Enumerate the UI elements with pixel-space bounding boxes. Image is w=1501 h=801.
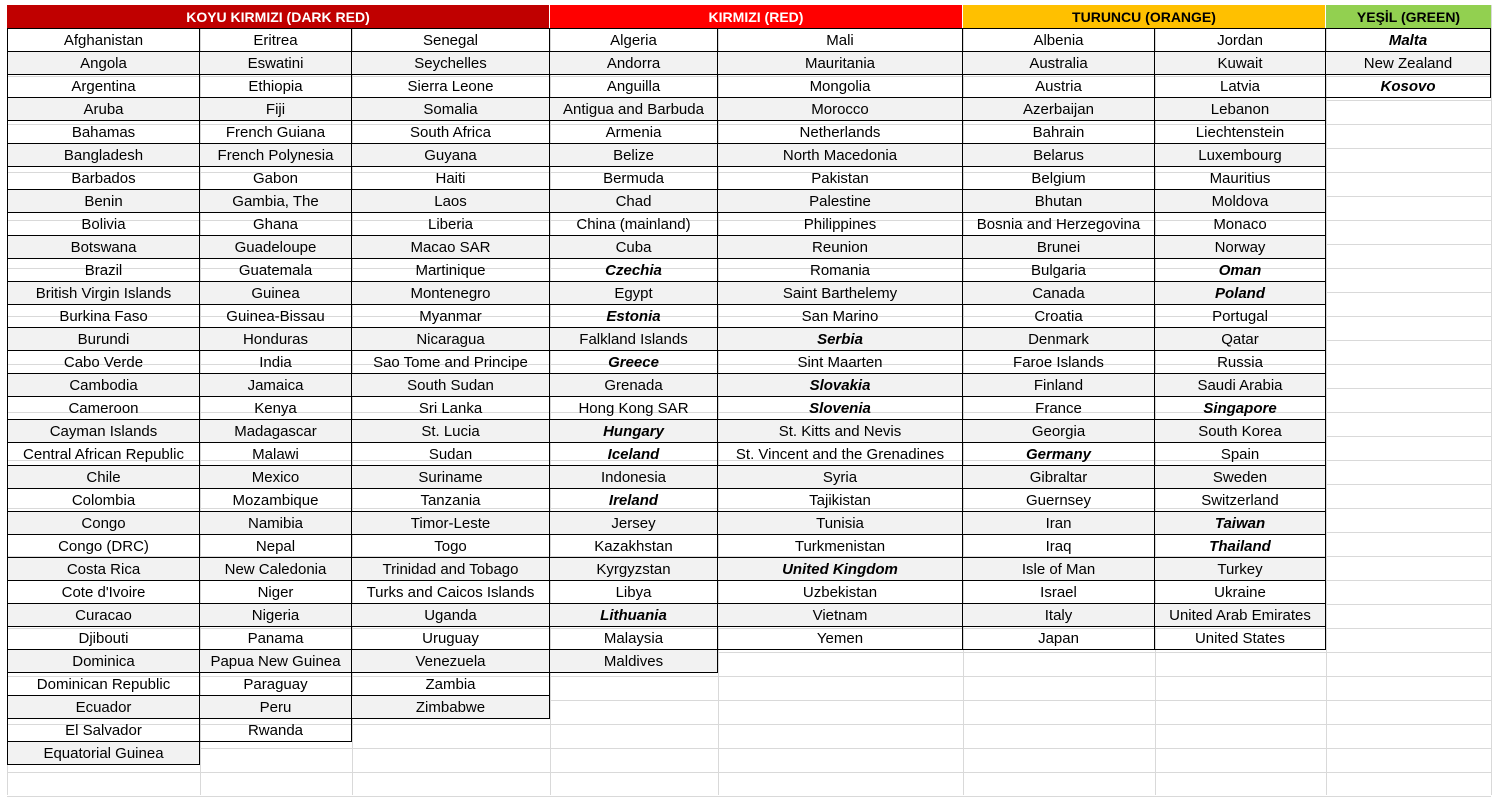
column-dark-red-2 — [199, 29, 352, 742]
country-cell[interactable]: Switzerland — [1154, 488, 1326, 512]
country-cell[interactable]: Niger — [199, 580, 352, 604]
country-cell[interactable]: Bermuda — [549, 166, 718, 190]
country-cell[interactable]: Nicaragua — [351, 327, 550, 351]
country-cell[interactable]: Tajikistan — [717, 488, 963, 512]
country-cell[interactable]: El Salvador — [7, 718, 200, 742]
country-cell[interactable]: Dominica — [7, 649, 200, 673]
country-cell[interactable]: Mali — [717, 28, 963, 52]
country-cell[interactable]: Singapore — [1154, 396, 1326, 420]
country-cell[interactable]: Ethiopia — [199, 74, 352, 98]
country-cell[interactable]: Serbia — [717, 327, 963, 351]
country-cell[interactable]: Morocco — [717, 97, 963, 121]
country-cell[interactable]: Belize — [549, 143, 718, 167]
country-cell[interactable]: Norway — [1154, 235, 1326, 259]
country-cell[interactable]: Iran — [962, 511, 1155, 535]
country-cell[interactable]: Oman — [1154, 258, 1326, 282]
country-cell[interactable]: Panama — [199, 626, 352, 650]
country-cell[interactable]: United Kingdom — [717, 557, 963, 581]
country-cell[interactable]: Chad — [549, 189, 718, 213]
country-cell[interactable]: Gabon — [199, 166, 352, 190]
country-cell[interactable]: Guadeloupe — [199, 235, 352, 259]
column-dark-red-3 — [351, 29, 550, 719]
country-cell[interactable]: Timor-Leste — [351, 511, 550, 535]
country-cell[interactable]: Albenia — [962, 28, 1155, 52]
country-cell[interactable]: Czechia — [549, 258, 718, 282]
country-cell[interactable]: Tanzania — [351, 488, 550, 512]
country-cell[interactable]: Mozambique — [199, 488, 352, 512]
country-cell[interactable]: Malawi — [199, 442, 352, 466]
country-cell[interactable]: Malta — [1325, 28, 1491, 52]
country-cell[interactable]: Afghanistan — [7, 28, 200, 52]
country-cell[interactable]: Faroe Islands — [962, 350, 1155, 374]
country-cell[interactable]: Mauritius — [1154, 166, 1326, 190]
country-cell[interactable]: Germany — [962, 442, 1155, 466]
country-cell[interactable]: Bangladesh — [7, 143, 200, 167]
country-cell[interactable]: Cayman Islands — [7, 419, 200, 443]
country-cell[interactable]: Tunisia — [717, 511, 963, 535]
country-cell[interactable]: Cote d'Ivoire — [7, 580, 200, 604]
country-cell[interactable]: New Zealand — [1325, 51, 1491, 75]
country-cell[interactable]: Latvia — [1154, 74, 1326, 98]
country-cell[interactable]: Honduras — [199, 327, 352, 351]
country-cell[interactable]: South Korea — [1154, 419, 1326, 443]
country-cell[interactable]: Botswana — [7, 235, 200, 259]
country-cell[interactable]: Liechtenstein — [1154, 120, 1326, 144]
country-cell[interactable]: Papua New Guinea — [199, 649, 352, 673]
country-cell[interactable]: Luxembourg — [1154, 143, 1326, 167]
country-cell[interactable]: Djibouti — [7, 626, 200, 650]
country-cell[interactable]: Bulgaria — [962, 258, 1155, 282]
country-cell[interactable]: Ukraine — [1154, 580, 1326, 604]
country-cell[interactable]: Yemen — [717, 626, 963, 650]
country-cell[interactable]: Rwanda — [199, 718, 352, 742]
country-cell[interactable]: Liberia — [351, 212, 550, 236]
country-cell[interactable]: Somalia — [351, 97, 550, 121]
country-cell[interactable]: Canada — [962, 281, 1155, 305]
country-cell[interactable]: Laos — [351, 189, 550, 213]
country-cell[interactable]: Burundi — [7, 327, 200, 351]
country-cell[interactable]: Qatar — [1154, 327, 1326, 351]
country-cell[interactable]: Sudan — [351, 442, 550, 466]
header-green[interactable]: YEŞİL (GREEN) — [1326, 5, 1491, 28]
country-cell[interactable]: Turkey — [1154, 557, 1326, 581]
country-cell[interactable]: Lebanon — [1154, 97, 1326, 121]
country-cell[interactable]: Seychelles — [351, 51, 550, 75]
country-cell[interactable]: South Sudan — [351, 373, 550, 397]
country-cell[interactable]: Fiji — [199, 97, 352, 121]
country-cell[interactable]: Cabo Verde — [7, 350, 200, 374]
country-cell[interactable]: New Caledonia — [199, 557, 352, 581]
country-cell[interactable]: Croatia — [962, 304, 1155, 328]
country-cell[interactable]: Togo — [351, 534, 550, 558]
country-cell[interactable]: Israel — [962, 580, 1155, 604]
country-cell[interactable]: South Africa — [351, 120, 550, 144]
country-cell[interactable]: United Arab Emirates — [1154, 603, 1326, 627]
country-cell[interactable]: Guernsey — [962, 488, 1155, 512]
column-red-2 — [717, 29, 963, 650]
country-cell[interactable]: St. Vincent and the Grenadines — [717, 442, 963, 466]
country-cell[interactable]: Senegal — [351, 28, 550, 52]
country-cell[interactable]: Dominican Republic — [7, 672, 200, 696]
country-cell[interactable]: Greece — [549, 350, 718, 374]
country-cell[interactable]: France — [962, 396, 1155, 420]
country-cell[interactable]: Chile — [7, 465, 200, 489]
country-cell[interactable]: Armenia — [549, 120, 718, 144]
country-cell[interactable]: Reunion — [717, 235, 963, 259]
country-cell[interactable]: Suriname — [351, 465, 550, 489]
country-cell[interactable]: Isle of Man — [962, 557, 1155, 581]
country-cell[interactable]: Trinidad and Tobago — [351, 557, 550, 581]
country-cell[interactable]: Congo (DRC) — [7, 534, 200, 558]
country-cell[interactable]: Libya — [549, 580, 718, 604]
country-cell[interactable]: Peru — [199, 695, 352, 719]
country-cell[interactable]: Kenya — [199, 396, 352, 420]
country-cell[interactable]: Jersey — [549, 511, 718, 535]
country-cell[interactable]: Zambia — [351, 672, 550, 696]
country-cell[interactable]: Belarus — [962, 143, 1155, 167]
country-cell[interactable]: Egypt — [549, 281, 718, 305]
country-cell[interactable]: Monaco — [1154, 212, 1326, 236]
country-cell[interactable]: Myanmar — [351, 304, 550, 328]
country-cell[interactable]: China (mainland) — [549, 212, 718, 236]
country-cell[interactable]: Burkina Faso — [7, 304, 200, 328]
column-orange-1 — [962, 29, 1155, 650]
country-cell[interactable]: Jordan — [1154, 28, 1326, 52]
country-cell[interactable]: Jamaica — [199, 373, 352, 397]
country-cell[interactable]: Saudi Arabia — [1154, 373, 1326, 397]
country-cell[interactable]: Central African Republic — [7, 442, 200, 466]
country-cell[interactable]: Hong Kong SAR — [549, 396, 718, 420]
country-cell[interactable]: Guinea — [199, 281, 352, 305]
country-cell[interactable]: Sint Maarten — [717, 350, 963, 374]
country-cell[interactable]: Algeria — [549, 28, 718, 52]
country-cell[interactable]: Romania — [717, 258, 963, 282]
country-cell[interactable]: Ireland — [549, 488, 718, 512]
country-cell[interactable]: Lithuania — [549, 603, 718, 627]
country-cell[interactable]: Sierra Leone — [351, 74, 550, 98]
country-cell[interactable]: Sao Tome and Principe — [351, 350, 550, 374]
country-cell[interactable]: Spain — [1154, 442, 1326, 466]
country-cell[interactable]: Palestine — [717, 189, 963, 213]
column-orange-2 — [1154, 29, 1326, 650]
country-cell[interactable]: Ghana — [199, 212, 352, 236]
country-cell[interactable]: Georgia — [962, 419, 1155, 443]
country-cell[interactable]: Macao SAR — [351, 235, 550, 259]
country-cell[interactable]: Uruguay — [351, 626, 550, 650]
country-cell[interactable]: British Virgin Islands — [7, 281, 200, 305]
country-cell[interactable]: Bahrain — [962, 120, 1155, 144]
country-cell[interactable]: Madagascar — [199, 419, 352, 443]
country-cell[interactable]: St. Kitts and Nevis — [717, 419, 963, 443]
country-cell[interactable]: Curacao — [7, 603, 200, 627]
country-cell[interactable]: Guatemala — [199, 258, 352, 282]
country-cell[interactable]: Uganda — [351, 603, 550, 627]
country-cell[interactable]: Kosovo — [1325, 74, 1491, 98]
country-cell[interactable]: Gibraltar — [962, 465, 1155, 489]
country-cell[interactable]: Saint Barthelemy — [717, 281, 963, 305]
country-cell[interactable]: Malaysia — [549, 626, 718, 650]
column-dark-red-1 — [7, 29, 200, 765]
column-red-1 — [549, 29, 718, 673]
country-cell[interactable]: Belgium — [962, 166, 1155, 190]
country-cell[interactable]: Venezuela — [351, 649, 550, 673]
country-cell[interactable]: Guyana — [351, 143, 550, 167]
country-cell[interactable]: Moldova — [1154, 189, 1326, 213]
country-cell[interactable]: India — [199, 350, 352, 374]
country-cell[interactable]: Anguilla — [549, 74, 718, 98]
country-cell[interactable]: Costa Rica — [7, 557, 200, 581]
country-cell[interactable]: St. Lucia — [351, 419, 550, 443]
country-cell[interactable]: Ecuador — [7, 695, 200, 719]
country-cell[interactable]: Haiti — [351, 166, 550, 190]
country-cell[interactable]: Turkmenistan — [717, 534, 963, 558]
country-cell[interactable]: Montenegro — [351, 281, 550, 305]
country-cell[interactable]: Syria — [717, 465, 963, 489]
country-cell[interactable]: North Macedonia — [717, 143, 963, 167]
country-cell[interactable]: Guinea-Bissau — [199, 304, 352, 328]
country-cell[interactable]: Russia — [1154, 350, 1326, 374]
country-cell[interactable]: Mongolia — [717, 74, 963, 98]
country-cell[interactable]: Thailand — [1154, 534, 1326, 558]
country-cell[interactable]: Mauritania — [717, 51, 963, 75]
country-cell[interactable]: Martinique — [351, 258, 550, 282]
country-cell[interactable]: Namibia — [199, 511, 352, 535]
country-cell[interactable]: Cambodia — [7, 373, 200, 397]
country-cell[interactable]: Cameroon — [7, 396, 200, 420]
country-cell[interactable]: Mexico — [199, 465, 352, 489]
country-cell[interactable]: Iceland — [549, 442, 718, 466]
country-cell[interactable]: Pakistan — [717, 166, 963, 190]
country-cell[interactable]: French Polynesia — [199, 143, 352, 167]
country-cell[interactable]: Finland — [962, 373, 1155, 397]
country-cell[interactable]: Denmark — [962, 327, 1155, 351]
country-cell[interactable]: Nigeria — [199, 603, 352, 627]
country-cell[interactable]: Brunei — [962, 235, 1155, 259]
country-cell[interactable]: Benin — [7, 189, 200, 213]
country-cell[interactable]: Cuba — [549, 235, 718, 259]
country-cell[interactable]: Netherlands — [717, 120, 963, 144]
country-cell[interactable]: United States — [1154, 626, 1326, 650]
country-cell[interactable]: Portugal — [1154, 304, 1326, 328]
country-cell[interactable]: Kazakhstan — [549, 534, 718, 558]
country-cell[interactable]: Italy — [962, 603, 1155, 627]
column-green-1 — [1325, 29, 1491, 98]
country-cell[interactable]: Angola — [7, 51, 200, 75]
country-cell[interactable]: Kyrgyzstan — [549, 557, 718, 581]
country-cell[interactable]: Bosnia and Herzegovina — [962, 212, 1155, 236]
country-cell[interactable]: Equatorial Guinea — [7, 741, 200, 765]
country-cell[interactable]: Slovakia — [717, 373, 963, 397]
country-cell[interactable]: Estonia — [549, 304, 718, 328]
country-cell[interactable]: Taiwan — [1154, 511, 1326, 535]
country-cell[interactable]: Vietnam — [717, 603, 963, 627]
country-cell[interactable]: San Marino — [717, 304, 963, 328]
country-cell[interactable]: Bhutan — [962, 189, 1155, 213]
country-cell[interactable]: Bahamas — [7, 120, 200, 144]
country-cell[interactable]: Kuwait — [1154, 51, 1326, 75]
country-cell[interactable]: Argentina — [7, 74, 200, 98]
country-cell[interactable]: Indonesia — [549, 465, 718, 489]
country-cell[interactable]: Andorra — [549, 51, 718, 75]
country-cell[interactable]: Poland — [1154, 281, 1326, 305]
country-cell[interactable]: Antigua and Barbuda — [549, 97, 718, 121]
country-cell[interactable]: French Guiana — [199, 120, 352, 144]
header-red[interactable]: KIRMIZI (RED) — [550, 5, 962, 28]
country-cell[interactable]: Australia — [962, 51, 1155, 75]
country-cell[interactable]: Uzbekistan — [717, 580, 963, 604]
country-cell[interactable]: Austria — [962, 74, 1155, 98]
country-cell[interactable]: Turks and Caicos Islands — [351, 580, 550, 604]
country-cell[interactable]: Zimbabwe — [351, 695, 550, 719]
header-orange[interactable]: TURUNCU (ORANGE) — [963, 5, 1325, 28]
country-cell[interactable]: Eritrea — [199, 28, 352, 52]
country-risk-sheet — [7, 5, 1491, 795]
country-cell[interactable]: Eswatini — [199, 51, 352, 75]
country-cell[interactable]: Congo — [7, 511, 200, 535]
country-cell[interactable]: Slovenia — [717, 396, 963, 420]
country-cell[interactable]: Japan — [962, 626, 1155, 650]
header-dark-red[interactable]: KOYU KIRMIZI (DARK RED) — [7, 5, 549, 28]
country-cell[interactable]: Aruba — [7, 97, 200, 121]
country-cell[interactable]: Hungary — [549, 419, 718, 443]
country-cell[interactable]: Bolivia — [7, 212, 200, 236]
country-cell[interactable]: Grenada — [549, 373, 718, 397]
country-cell[interactable]: Paraguay — [199, 672, 352, 696]
country-cell[interactable]: Iraq — [962, 534, 1155, 558]
country-cell[interactable]: Azerbaijan — [962, 97, 1155, 121]
country-cell[interactable]: Brazil — [7, 258, 200, 282]
country-cell[interactable]: Gambia, The — [199, 189, 352, 213]
country-cell[interactable]: Sri Lanka — [351, 396, 550, 420]
country-cell[interactable]: Maldives — [549, 649, 718, 673]
country-cell[interactable]: Barbados — [7, 166, 200, 190]
country-cell[interactable]: Philippines — [717, 212, 963, 236]
country-cell[interactable]: Sweden — [1154, 465, 1326, 489]
country-cell[interactable]: Colombia — [7, 488, 200, 512]
country-cell[interactable]: Nepal — [199, 534, 352, 558]
country-cell[interactable]: Falkland Islands — [549, 327, 718, 351]
